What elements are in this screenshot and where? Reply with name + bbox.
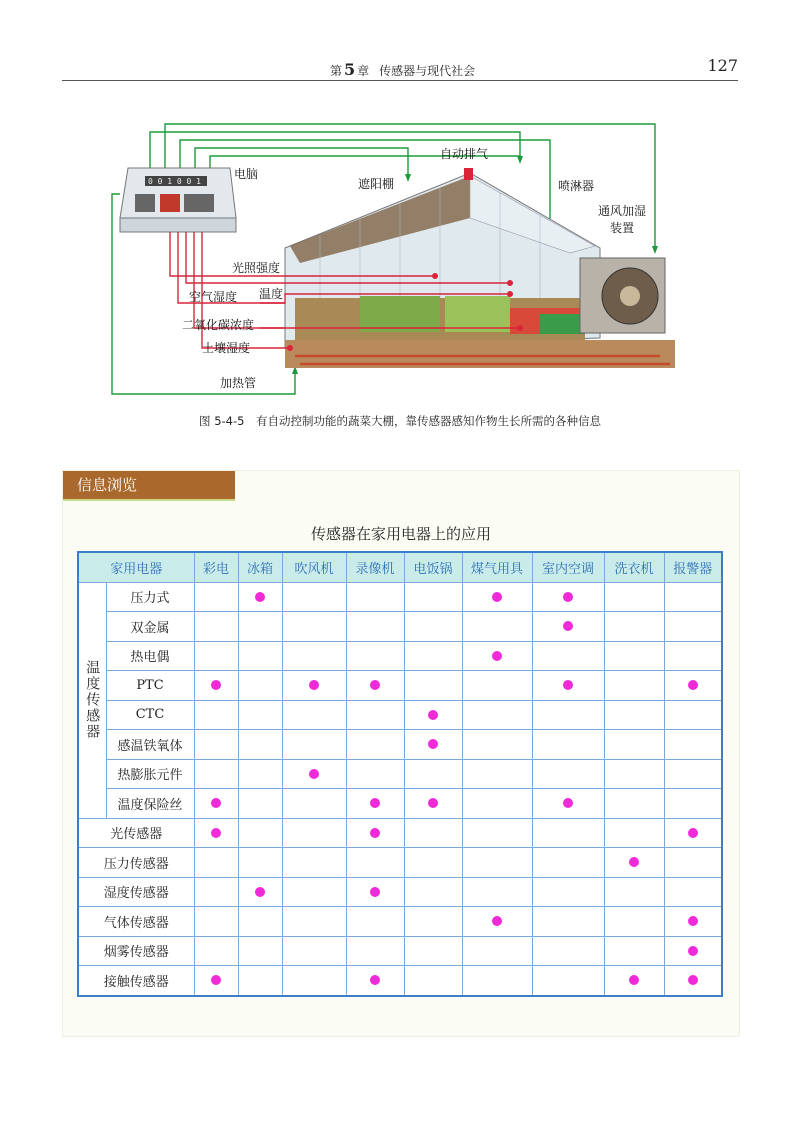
table-cell — [238, 818, 282, 848]
table-cell — [282, 759, 346, 789]
table-row — [78, 641, 722, 671]
usage-dot-icon — [688, 828, 698, 838]
table-cell — [238, 612, 282, 642]
table-cell — [194, 730, 238, 760]
table-cell — [194, 789, 238, 819]
table-cell — [282, 818, 346, 848]
header-cell: 室内空调 — [532, 552, 604, 582]
running-header — [62, 56, 738, 81]
table-row — [78, 789, 722, 819]
table-cell — [238, 848, 282, 878]
usage-dot-icon — [370, 680, 380, 690]
label-humidify-1: 通风加湿 — [598, 204, 647, 218]
table-cell — [194, 759, 238, 789]
table-cell — [462, 759, 532, 789]
table-cell — [238, 966, 282, 996]
table-title: 传感器在家用电器上的应用 — [310, 525, 491, 543]
table-cell — [346, 848, 404, 878]
table-cell — [664, 700, 722, 730]
table-cell — [462, 700, 532, 730]
table-cell — [282, 877, 346, 907]
table-cell — [462, 848, 532, 878]
table-cell — [282, 789, 346, 819]
table-cell — [462, 936, 532, 966]
sensor-table — [77, 551, 723, 997]
sensor-name: 感温铁氧体 — [106, 730, 194, 760]
label-shading: 遮阳棚 — [358, 177, 395, 191]
table-cell — [346, 966, 404, 996]
table-cell — [282, 671, 346, 701]
usage-dot-icon — [255, 592, 265, 602]
label-co2: 二氧化碳浓度 — [182, 318, 255, 332]
table-cell — [532, 612, 604, 642]
table-cell — [194, 848, 238, 878]
table-cell — [404, 612, 462, 642]
table-row — [78, 700, 722, 730]
svg-text:0 0 1 0 0 1: 0 0 1 0 0 1 — [148, 177, 201, 186]
table-cell — [238, 582, 282, 612]
table-cell — [664, 730, 722, 760]
table-cell — [532, 671, 604, 701]
header-cell: 冰箱 — [238, 552, 282, 582]
table-cell — [238, 789, 282, 819]
usage-dot-icon — [370, 828, 380, 838]
figure-caption: 图 5-4-5 有自动控制功能的蔬菜大棚，靠传感器感知作物生长所需的各种信息 — [199, 414, 601, 428]
greenhouse-illustration — [100, 118, 700, 408]
table-cell — [194, 966, 238, 996]
table-cell — [532, 877, 604, 907]
sensor-name: 热电偶 — [106, 641, 194, 671]
usage-dot-icon — [688, 680, 698, 690]
table-cell — [462, 966, 532, 996]
header-cell: 录像机 — [346, 552, 404, 582]
sensor-name: 压力传感器 — [78, 848, 194, 878]
table-row — [78, 907, 722, 937]
usage-dot-icon — [309, 680, 319, 690]
sensor-name: 压力式 — [106, 582, 194, 612]
table-cell — [604, 700, 664, 730]
table-cell — [532, 789, 604, 819]
table-cell — [194, 671, 238, 701]
header-cell: 煤气用具 — [462, 552, 532, 582]
table-cell — [346, 818, 404, 848]
usage-dot-icon — [688, 916, 698, 926]
table-cell — [462, 789, 532, 819]
table-cell — [664, 936, 722, 966]
sensor-name: 接触传感器 — [78, 966, 194, 996]
table-cell — [604, 877, 664, 907]
table-row — [78, 671, 722, 701]
sensor-name: 双金属 — [106, 612, 194, 642]
table-cell — [238, 907, 282, 937]
table-cell — [346, 671, 404, 701]
table-cell — [404, 730, 462, 760]
usage-dot-icon — [492, 651, 502, 661]
table-cell — [194, 641, 238, 671]
table-cell — [664, 877, 722, 907]
table-cell — [346, 641, 404, 671]
sensor-name: PTC — [106, 671, 194, 701]
sensor-name: 湿度传感器 — [78, 877, 194, 907]
table-cell — [404, 907, 462, 937]
page-number: 127 — [707, 56, 738, 75]
table-cell — [404, 700, 462, 730]
sensor-name: 温度保险丝 — [106, 789, 194, 819]
greenhouse-structure — [285, 173, 675, 368]
usage-dot-icon — [370, 887, 380, 897]
table-cell — [404, 818, 462, 848]
table-cell — [604, 730, 664, 760]
greenhouse-figure — [100, 118, 700, 408]
table-cell — [346, 730, 404, 760]
table-cell — [462, 877, 532, 907]
usage-dot-icon — [563, 798, 573, 808]
computer-console — [120, 168, 236, 232]
group-label-temperature: 温度传感器 — [78, 582, 106, 818]
usage-dot-icon — [629, 857, 639, 867]
table-cell — [238, 936, 282, 966]
table-cell — [462, 671, 532, 701]
table-cell — [346, 700, 404, 730]
table-cell — [462, 818, 532, 848]
header-cell: 洗衣机 — [604, 552, 664, 582]
table-cell — [532, 818, 604, 848]
label-auto-exhaust: 自动排气 — [440, 147, 489, 161]
usage-dot-icon — [688, 946, 698, 956]
usage-dot-icon — [492, 916, 502, 926]
table-cell — [532, 907, 604, 937]
label-sprinkler: 喷淋器 — [558, 179, 595, 193]
table-cell — [604, 907, 664, 937]
usage-dot-icon — [428, 798, 438, 808]
sensor-name: 烟雾传感器 — [78, 936, 194, 966]
label-air-humidity: 空气湿度 — [189, 290, 238, 304]
header-cell: 电饭锅 — [404, 552, 462, 582]
table-cell — [462, 907, 532, 937]
header-appliance: 家用电器 — [78, 552, 194, 582]
table-cell — [604, 582, 664, 612]
table-cell — [346, 759, 404, 789]
usage-dot-icon — [563, 680, 573, 690]
table-cell — [664, 966, 722, 996]
table-cell — [194, 877, 238, 907]
table-cell — [532, 966, 604, 996]
table-row — [78, 966, 722, 996]
table-cell — [404, 936, 462, 966]
table-cell — [282, 848, 346, 878]
table-cell — [194, 612, 238, 642]
table-row — [78, 848, 722, 878]
table-cell — [664, 612, 722, 642]
table-row — [78, 730, 722, 760]
table-cell — [604, 759, 664, 789]
label-computer: 电脑 — [234, 167, 259, 181]
table-cell — [604, 936, 664, 966]
table-cell — [282, 730, 346, 760]
label-soil: 土壤湿度 — [202, 341, 251, 355]
table-cell — [532, 582, 604, 612]
table-cell — [404, 671, 462, 701]
sensor-name: 热膨胀元件 — [106, 759, 194, 789]
usage-dot-icon — [563, 592, 573, 602]
table-cell — [462, 612, 532, 642]
tag-underline — [63, 499, 235, 501]
table-cell — [346, 877, 404, 907]
table-cell — [532, 730, 604, 760]
header-cell: 彩电 — [194, 552, 238, 582]
table-cell — [346, 582, 404, 612]
table-header-row — [78, 552, 722, 582]
table-cell — [194, 700, 238, 730]
table-cell — [238, 700, 282, 730]
table-cell — [604, 789, 664, 819]
table-cell — [604, 612, 664, 642]
header-cell: 报警器 — [664, 552, 722, 582]
label-heating: 加热管 — [220, 376, 257, 390]
table-cell — [604, 641, 664, 671]
table-cell — [194, 582, 238, 612]
table-cell — [664, 582, 722, 612]
label-light: 光照强度 — [232, 261, 281, 275]
usage-dot-icon — [309, 769, 319, 779]
table-cell — [404, 641, 462, 671]
usage-dot-icon — [428, 739, 438, 749]
table-cell — [404, 848, 462, 878]
usage-dot-icon — [370, 798, 380, 808]
usage-dot-icon — [563, 621, 573, 631]
table-cell — [664, 641, 722, 671]
table-cell — [346, 789, 404, 819]
table-cell — [194, 907, 238, 937]
table-cell — [238, 641, 282, 671]
table-row — [78, 877, 722, 907]
usage-dot-icon — [211, 798, 221, 808]
header-cell: 吹风机 — [282, 552, 346, 582]
table-cell — [282, 966, 346, 996]
usage-dot-icon — [629, 975, 639, 985]
usage-dot-icon — [492, 592, 502, 602]
table-cell — [664, 907, 722, 937]
table-cell — [532, 936, 604, 966]
table-cell — [282, 936, 346, 966]
table-cell — [282, 582, 346, 612]
table-cell — [462, 730, 532, 760]
usage-dot-icon — [211, 828, 221, 838]
table-row — [78, 759, 722, 789]
table-cell — [664, 789, 722, 819]
table-cell — [532, 641, 604, 671]
table-row — [78, 612, 722, 642]
table-cell — [282, 907, 346, 937]
label-temperature: 温度 — [259, 287, 284, 301]
label-humidify-2: 装置 — [610, 221, 635, 235]
table-cell — [532, 759, 604, 789]
table-cell — [604, 966, 664, 996]
table-cell — [664, 848, 722, 878]
table-cell — [462, 641, 532, 671]
table-cell — [282, 612, 346, 642]
info-box — [62, 470, 740, 1037]
table-row — [78, 936, 722, 966]
usage-dot-icon — [255, 887, 265, 897]
sensor-name: CTC — [106, 700, 194, 730]
table-cell — [194, 818, 238, 848]
table-cell — [404, 759, 462, 789]
table-cell — [238, 730, 282, 760]
sensor-name: 光传感器 — [78, 818, 194, 848]
table-cell — [462, 582, 532, 612]
table-cell — [604, 671, 664, 701]
table-cell — [404, 582, 462, 612]
table-cell — [282, 641, 346, 671]
table-row — [78, 818, 722, 848]
usage-dot-icon — [370, 975, 380, 985]
table-cell — [604, 848, 664, 878]
table-cell — [282, 700, 346, 730]
chapter-title: 传感器与现代社会 — [379, 64, 476, 78]
table-cell — [532, 848, 604, 878]
table-cell — [604, 818, 664, 848]
table-cell — [346, 907, 404, 937]
usage-dot-icon — [211, 680, 221, 690]
usage-dot-icon — [688, 975, 698, 985]
sensor-name: 气体传感器 — [78, 907, 194, 937]
usage-dot-icon — [211, 975, 221, 985]
table-row — [78, 582, 722, 612]
table-cell — [346, 936, 404, 966]
table-cell — [194, 936, 238, 966]
table-cell — [664, 759, 722, 789]
table-cell — [532, 700, 604, 730]
table-cell — [404, 966, 462, 996]
table-cell — [238, 671, 282, 701]
table-cell — [404, 877, 462, 907]
info-tag: 信息浏览 — [63, 471, 235, 499]
table-cell — [238, 759, 282, 789]
table-cell — [664, 671, 722, 701]
table-cell — [404, 789, 462, 819]
chapter-heading: 第 5 章 传感器与现代社会 — [330, 60, 476, 79]
table-cell — [346, 612, 404, 642]
table-cell — [238, 877, 282, 907]
table-cell — [664, 818, 722, 848]
usage-dot-icon — [428, 710, 438, 720]
